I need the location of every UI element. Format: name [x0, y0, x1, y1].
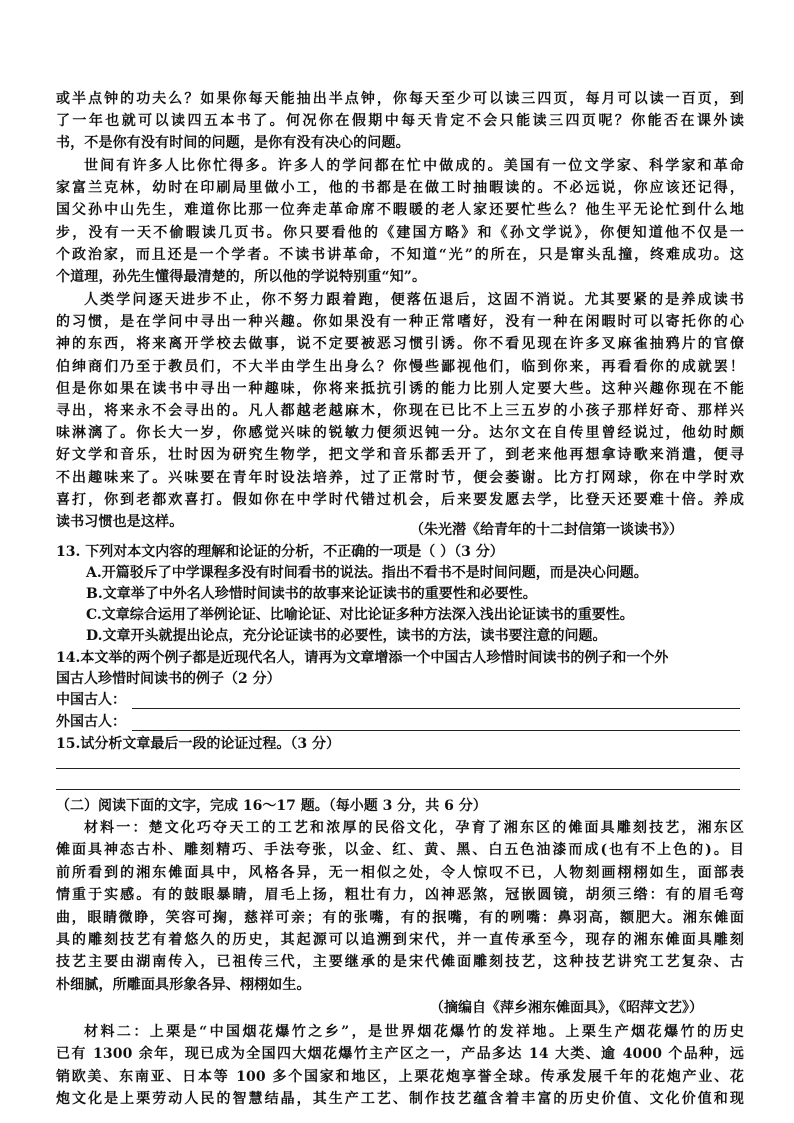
question-13-option-d: D.文章开头就提出论点，充分论证读书的必要性，读书的方法，读书要注意的问题。	[86, 628, 607, 644]
answer-line-chinese[interactable]	[132, 708, 740, 709]
text-line: 人类学问逐天进步不止，你不努力跟着跑，便落伍退后，这固不消说。尤其要紧的是养成读书	[84, 292, 744, 308]
question-13-option-b: B.文章举了中外名人珍惜时间读书的故事来论证读书的重要性和必要性。	[86, 586, 537, 602]
text-line: 了一年也就可以读四五本书了。何况你在假期中每天肯定不会只能读三四页呢？你能否在课外读	[56, 113, 744, 130]
question-13-stem: 13. 下列对本文内容的理解和论证的分析，不正确的一项是（ ）（3 分）	[56, 544, 504, 560]
text-line: 但是你如果在读书中寻出一种趣味，你将来抵抗引诱的能力比别人定要大些。这种兴趣你现在不能	[56, 380, 744, 397]
passage-paragraph-2	[56, 155, 744, 288]
text-line: 个政治家，而且还是一个学者。不读书讲革命，不知道“光”的所在，只是窜头乱撞，终难成功。这	[56, 246, 744, 263]
text-line: 家富兰克林，幼时在印刷局里做小工，他的书都是在做工时抽暇读的。不必远说，你应该还记得，	[56, 180, 744, 197]
text-line: 情重于实感。有的鼓眼暴睛，眉毛上扬，粗壮有力，凶神恶煞，冠嵌圆镜，胡须三绺：有的眉毛弯	[56, 887, 744, 904]
text-line: 味淋漓了。你长大一岁，你感觉兴味的锐敏力便须迟钝一分。达尔文在自传里曾经说过，他幼时颇	[56, 425, 744, 442]
material-2	[56, 1021, 744, 1111]
text-line: 不出趣味来了。兴味要在青年时设法培养，过了正常时节，便会萎谢。比方打网球，你在中学时欢	[56, 469, 744, 486]
text-line: 销欧美、东南亚、日本等 100 多个国家和地区，上栗花炮享誉全球。传承发展千年的花炮产业、花	[56, 1068, 744, 1085]
text-line: 的习惯，是在学问中寻出一种兴趣。你如果没有一种正常嗜好，没有一种在闲暇时可以寄托你的心	[56, 314, 744, 331]
text-line: 具的雕刻技艺有着悠久的历史，其起源可以追溯到宋代，并一直传承至今，现存的湘东傩面具雕刻	[56, 932, 744, 949]
text-line: 国父孙中山先生，难道你比那一位奔走革命席不暇暖的老人家还要忙些么？他生平无论忙到什么地	[56, 202, 744, 219]
answer-line-15-1[interactable]	[56, 768, 740, 769]
text-line: 世间有许多人比你忙得多。许多人的学问都在忙中做成的。美国有一位文学家、科学家和革命	[84, 158, 744, 174]
text-line: 材料二：上栗是“中国烟花爆竹之乡”，是世界烟花爆竹的发祥地。上栗生产烟花爆竹的历史	[84, 1024, 744, 1040]
text-line: 喜打，你到老都欢喜打。假如你在中学时代错过机会，后来要发愿去学，比登天还要难十倍。养成	[56, 491, 744, 508]
foreign-ancient-label: 外国古人：	[56, 714, 126, 730]
section-2-heading: （二）阅读下面的文字，完成 16～17 题。（每小题 3 分，共 6 分）	[56, 798, 487, 814]
text-line: 伯绅商们乃至于教员们，不大半由学生出身么？你慢些鄙视他们，临到你来，再看看你的成就罢！	[56, 358, 744, 375]
text-line: 神的东西，将来离开学校去做事，说不定要被恶习惯引诱。你不看见现在许多叉麻雀抽鸦片的官僚	[56, 336, 744, 353]
text-line: 炮文化是上栗劳动人民的智慧结晶，其生产工艺、制作技艺蕴含着丰富的历史价值、文化价值和现	[56, 1091, 744, 1108]
text-line: 朴细腻，所雕面具形象各异、栩栩如生。	[56, 976, 311, 993]
passage-paragraph-3	[56, 289, 744, 533]
text-line: 傩面具神态古朴、雕刻精巧、手法夸张，以金、红、黄、黑、白五色油漆而成(也有不上色的)。目	[56, 842, 744, 859]
text-line: 或半点钟的功夫么？如果你每天能抽出半点钟，你每天至少可以读三四页，每月可以读一百页，到	[56, 91, 744, 107]
text-line: 材料一：楚文化巧夺天工的工艺和浓厚的民俗文化，孕育了湘东区的傩面具雕刻技艺，湘东区	[84, 820, 744, 836]
question-13-option-c: C.文章综合运用了举例论证、比喻论证、对比论证多种方法深入浅出论证读书的重要性。	[86, 607, 634, 623]
question-15-stem: 15.试分析文章最后一段的论证过程。（3 分）	[56, 736, 340, 752]
text-line: 读书习惯也是这样。	[56, 514, 184, 531]
text-line: 个道理，孙先生懂得最清楚的，所以他的学说特别重“知”。	[56, 269, 427, 286]
question-13-option-a: A.开篇驳斥了中学课程多没有时间看书的说法。指出不看书不是时间问题，而是决心问题。	[86, 565, 648, 581]
text-line: 书，不是你有没有时间的问题，是你有没有决心的问题。	[56, 135, 410, 152]
question-14-stem-line-1: 14.本文举的两个例子都是近现代名人，请再为文章增添一个中国古人珍惜时间读书的例子和一个外	[56, 650, 669, 666]
material-1	[56, 817, 744, 996]
chinese-ancient-label: 中国古人：	[56, 692, 126, 708]
text-line: 寻出，将来永不会寻出的。凡人都越老越麻木，你现在已比不上三五岁的小孩子那样好奇、那样兴	[56, 403, 744, 420]
answer-line-15-2[interactable]	[56, 789, 740, 790]
passage-attribution: （朱光潜《给青年的十二封信第一谈读书》）	[410, 522, 683, 538]
question-14-stem-line-2: 国古人珍惜时间读书的例子（2 分）	[56, 671, 281, 687]
text-line: 曲，眼睛微睁，笑容可掬，慈祥可亲；有的张嘴，有的抿嘴，有的咧嘴：鼻羽高，额肥大。湘东傩面	[56, 909, 744, 926]
text-line: 前所看到的湘东傩面具中，风格各异，无一相似之处，令人惊叹不已，人物刻画栩栩如生，面部表	[56, 864, 744, 881]
passage-paragraph-1	[56, 88, 744, 155]
text-line: 步，没有一天不偷暇读几页书。你只要看他的《建国方略》和《孙文学说》，你便知道他不仅是一	[56, 224, 744, 241]
text-line: 好文学和音乐，壮时因为研究生物学，把文学和音乐都丢开了，到老来他再想拿诗歌来消遣，便寻	[56, 447, 744, 464]
answer-line-foreign[interactable]	[132, 730, 740, 731]
text-line: 技艺主要由湖南传入，已祖传三代，主要继承的是宋代傩面雕刻技艺，这种技艺讲究工艺复杂、古	[56, 954, 744, 971]
material-1-source: （摘编自《萍乡湘东傩面具》，《昭萍文艺》）	[430, 1000, 703, 1016]
text-line: 已有 1300 余年，现已成为全国四大烟花爆竹主产区之一，产品多达 14 大类、逾 4000 个品种，远	[56, 1046, 744, 1063]
